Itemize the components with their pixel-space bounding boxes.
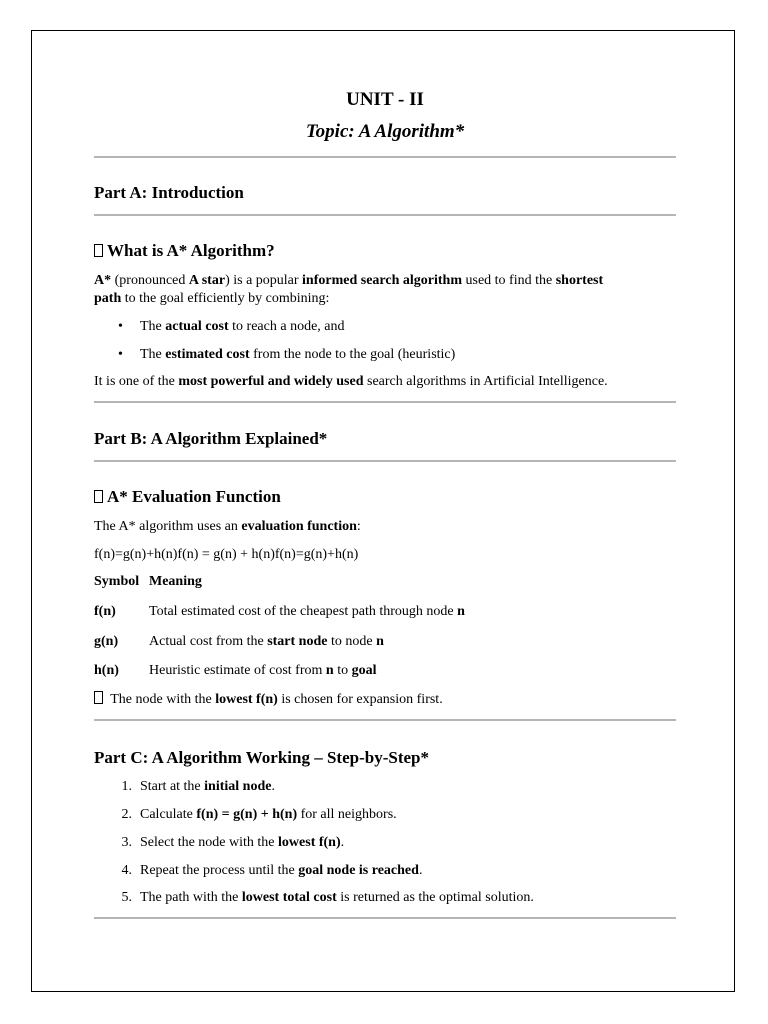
text-run: Start at the [140, 779, 205, 794]
step-text [140, 863, 422, 878]
divider [94, 156, 676, 158]
text-run: The [140, 319, 166, 334]
bold-text-run: path [94, 291, 122, 306]
table-cell-symbol: f(n) [94, 604, 116, 619]
table-cell-meaning [149, 604, 465, 620]
bold-text-run: informed search algorithm [302, 273, 462, 288]
step-number: 5. [121, 890, 132, 905]
text-run: search algorithms in Artificial Intelligence. [363, 374, 608, 389]
bold-text-run: n [457, 604, 465, 619]
bold-text-run: lowest f(n) [215, 692, 278, 707]
bullet-icon: • [118, 319, 123, 334]
text-run: Total estimated cost of the cheapest path through node [149, 604, 458, 619]
text-run: is chosen for expansion first. [277, 692, 443, 707]
text-run: ) is a popular [225, 273, 303, 288]
step-item [121, 778, 275, 796]
part-b-intro [94, 518, 676, 536]
text-run: for all neighbors. [297, 807, 397, 822]
text-run: : [356, 519, 361, 534]
divider [94, 917, 676, 919]
missing-glyph-icon [94, 244, 103, 257]
step-number: 4. [121, 863, 132, 878]
text-run: . [418, 863, 423, 878]
text-run: . [271, 779, 275, 794]
text-run: The A* algorithm uses an [94, 519, 242, 534]
text-run: is returned as the optimal solution. [336, 890, 534, 905]
part-b-heading: Part B: A Algorithm Explained* [94, 429, 328, 448]
document-page [31, 30, 735, 992]
text-run: Actual cost from the [149, 634, 268, 649]
bold-text-run: estimated cost [165, 347, 250, 362]
bold-text-run: n [376, 634, 384, 649]
bold-text-run: shortest [555, 273, 604, 288]
bold-text-run: start node [267, 634, 328, 649]
part-c-heading: Part C: A Algorithm Working – Step-by-Step* [94, 748, 429, 767]
text-run: used to find the [462, 273, 556, 288]
step-item [121, 806, 397, 824]
text-run: Repeat the process until the [140, 863, 299, 878]
missing-glyph-icon [94, 691, 103, 704]
bold-text-run: evaluation function [241, 519, 357, 534]
text-run: from the node to the goal (heuristic) [249, 347, 456, 362]
bold-text-run: actual cost [165, 319, 229, 334]
step-item [121, 834, 345, 852]
text-run: The [140, 347, 166, 362]
text-run: Calculate [140, 807, 197, 822]
text-run: Select the node with the [140, 835, 279, 850]
part-b-note-text [107, 692, 443, 707]
list-item [118, 318, 345, 336]
text-run: to the goal efficiently by combining: [121, 291, 330, 306]
list-item [118, 346, 456, 364]
step-text [140, 779, 275, 794]
step-item [121, 862, 423, 880]
text-run: The node with the [107, 692, 216, 707]
text-run: . [340, 835, 345, 850]
step-item [121, 889, 534, 907]
part-b-subheading-text: A* Evaluation Function [107, 487, 281, 506]
text-run: to [333, 663, 352, 678]
bold-text-run: goal [351, 663, 377, 678]
formula: f(n)=g(n)+h(n)f(n) = g(n) + h(n)f(n)=g(n)+h(n) [94, 547, 359, 562]
table-cell-symbol: h(n) [94, 663, 119, 678]
unit-title: UNIT - II [346, 89, 424, 110]
bold-text-run: A* [94, 273, 112, 288]
step-number: 2. [121, 807, 132, 822]
part-a-closing [94, 373, 676, 391]
missing-glyph-icon [94, 490, 103, 503]
bold-text-run: f(n) = g(n) + h(n) [196, 807, 298, 822]
text-run: Heuristic estimate of cost from [149, 663, 326, 678]
part-b-subheading [94, 487, 281, 507]
text-run: It is one of the [94, 374, 179, 389]
part-b-note [94, 691, 676, 709]
step-number: 3. [121, 835, 132, 850]
bold-text-run: n [325, 663, 334, 678]
table-header-meaning: Meaning [149, 574, 202, 589]
bold-text-run: most powerful and widely used [178, 374, 364, 389]
step-text [140, 890, 534, 905]
part-a-intro-line1 [94, 272, 676, 290]
topic-title: Topic: A Algorithm* [305, 121, 465, 142]
part-a-subheading [94, 241, 275, 261]
table-cell-symbol: g(n) [94, 634, 119, 649]
divider [94, 719, 676, 721]
table-cell-meaning [149, 634, 384, 650]
bold-text-run: initial node [204, 779, 272, 794]
part-a-intro-line2 [94, 290, 676, 308]
bold-text-run: lowest total cost [241, 890, 337, 905]
bold-text-run: A star [188, 273, 226, 288]
divider [94, 401, 676, 403]
bold-text-run: goal node is reached [298, 863, 419, 878]
step-text [140, 807, 397, 822]
bold-text-run: lowest f(n) [278, 835, 341, 850]
text-run: (pronounced [111, 273, 189, 288]
table-cell-meaning [149, 663, 376, 679]
table-header-symbol: Symbol [94, 574, 140, 589]
step-text [140, 835, 344, 850]
text-run: The path with the [140, 890, 242, 905]
divider [94, 214, 676, 216]
list-item-text [140, 319, 345, 334]
divider [94, 460, 676, 462]
part-a-heading: Part A: Introduction [94, 183, 244, 202]
bullet-icon: • [118, 347, 123, 362]
list-item-text [140, 347, 455, 362]
text-run: to node [327, 634, 377, 649]
step-number: 1. [121, 779, 132, 794]
part-a-subheading-text: What is A* Algorithm? [107, 241, 275, 260]
text-run: to reach a node, and [228, 319, 345, 334]
